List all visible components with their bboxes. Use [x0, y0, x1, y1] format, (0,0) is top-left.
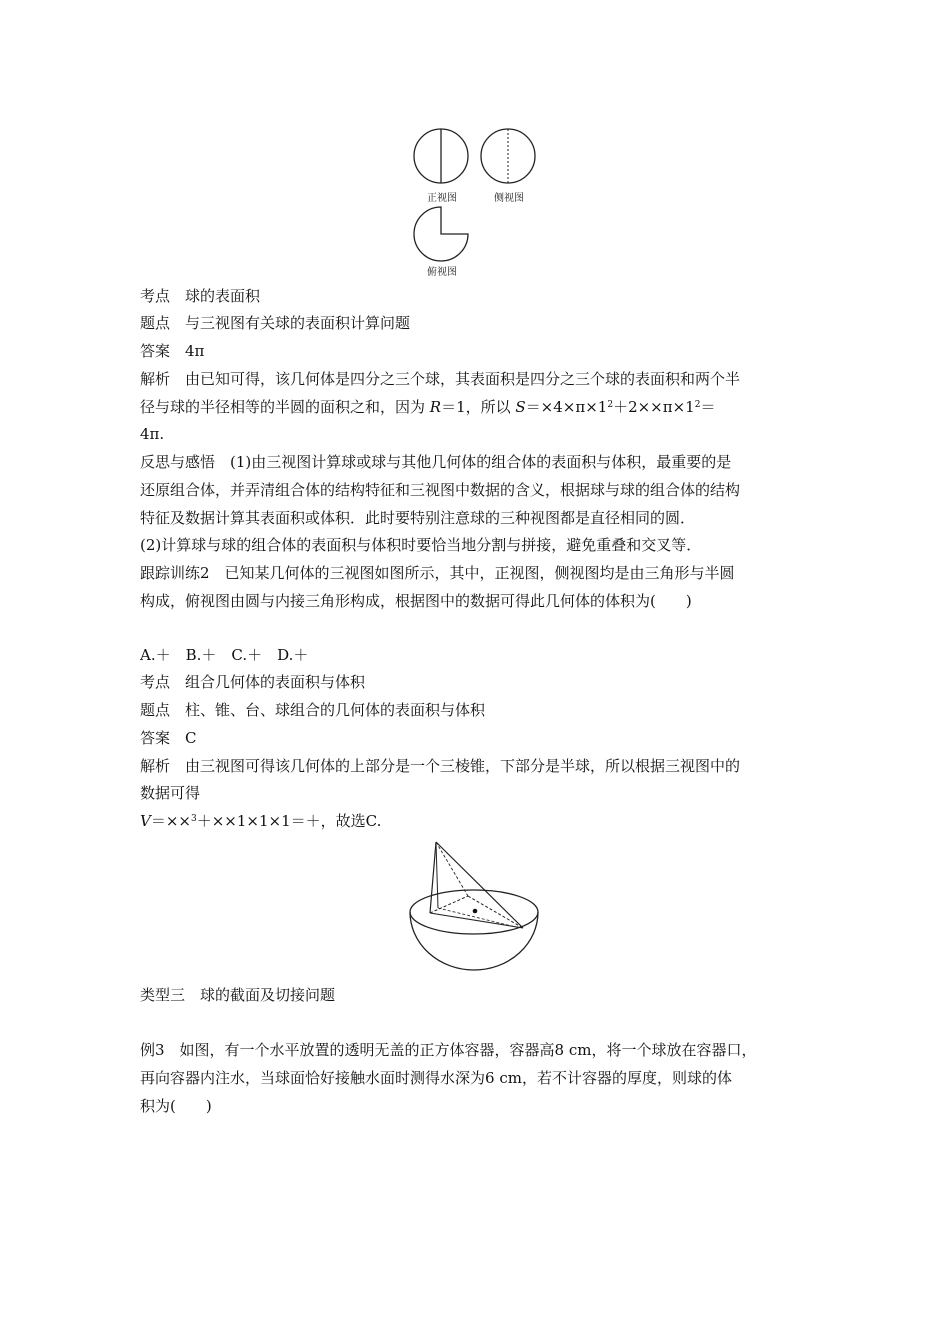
example-line-2: 再向容器内注水，当球面恰好接触水面时测得水深为6 cm，若不计容器的厚度，则球的体 [140, 1069, 732, 1087]
exponent: 3 [190, 814, 197, 824]
reflection-line-2: 还原组合体，并弄清组合体的结构特征和三视图中数据的含义，根据球与球的组合体的结构 [140, 481, 741, 499]
var-r: R [429, 398, 442, 416]
example-line-1: 例3 如图，有一个水平放置的透明无盖的正方体容器，容器高8 cm，将一个球放在容器口， [140, 1041, 757, 1059]
answer: 答案 4π [140, 342, 205, 360]
top-view-figure [412, 205, 474, 267]
question-point: 题点 与三视图有关球的表面积计算问题 [140, 314, 411, 332]
side-view-label: 侧视图 [494, 193, 524, 204]
text-run: 径与球的半径相等的半圆的面积之和，因为 [140, 398, 430, 416]
analysis2-line-3 [140, 811, 381, 831]
exercise-line-2: 构成，俯视图由圆与内接三角形构成，根据图中的数据可得此几何体的体积为( ) [140, 592, 692, 610]
var-s: S [515, 398, 526, 416]
text-run: ＝ [700, 398, 716, 416]
example-line-3: 积为( ) [140, 1097, 212, 1115]
pyramid-hemisphere-figure [408, 838, 543, 973]
exercise-line-1: 跟踪训练2 已知某几何体的三视图如图所示，其中，正视图，侧视图均是由三角形与半圆 [140, 564, 735, 582]
choices: A.＋ B.＋ C.＋ D.＋ [140, 646, 309, 664]
analysis-line-2 [140, 397, 715, 417]
reflection-line-3: 特征及数据计算其表面积或体积．此时要特别注意球的三种视图都是直径相同的圆． [140, 509, 696, 527]
analysis-line-1: 解析 由已知可得，该几何体是四分之三个球，其表面积是四分之三个球的表面积和两个半 [140, 370, 741, 388]
top-view-label: 俯视图 [427, 267, 457, 278]
text-run: ＝×× [150, 812, 191, 830]
text-run: ＋2××π×1 [613, 398, 695, 416]
question-point-2: 题点 柱、锥、台、球组合的几何体的表面积与体积 [140, 701, 486, 719]
knowledge-point-2: 考点 组合几何体的表面积与体积 [140, 673, 366, 691]
section-heading: 类型三 球的截面及切接问题 [140, 986, 336, 1004]
text-run: ＝×4×π×1 [525, 398, 608, 416]
reflection-line-4: (2)计算球与球的组合体的表面积与体积时要恰当地分割与拼接，避免重叠和交叉等． [140, 536, 702, 554]
front-view-figure [412, 127, 474, 189]
analysis2-line-2: 数据可得 [140, 784, 201, 802]
analysis2-line-1: 解析 由三视图可得该几何体的上部分是一个三棱锥，下部分是半球，所以根据三视图中的 [140, 757, 741, 775]
reflection-line-1: 反思与感悟 (1)由三视图计算球或球与其他几何体的组合体的表面积与体积，最重要的是 [140, 453, 732, 471]
exponent: 2 [694, 400, 701, 410]
exponent: 2 [607, 400, 614, 410]
analysis-line-3: 4π. [140, 425, 165, 443]
text-run: ＋××1×1×1＝＋，故选C. [196, 812, 382, 830]
side-view-figure [479, 127, 541, 189]
knowledge-point: 考点 球的表面积 [140, 287, 261, 305]
text-run: ＝1，所以 [441, 398, 516, 416]
answer-2: 答案 C [140, 729, 197, 747]
front-view-label: 正视图 [427, 193, 457, 204]
var-v: V [140, 812, 151, 830]
